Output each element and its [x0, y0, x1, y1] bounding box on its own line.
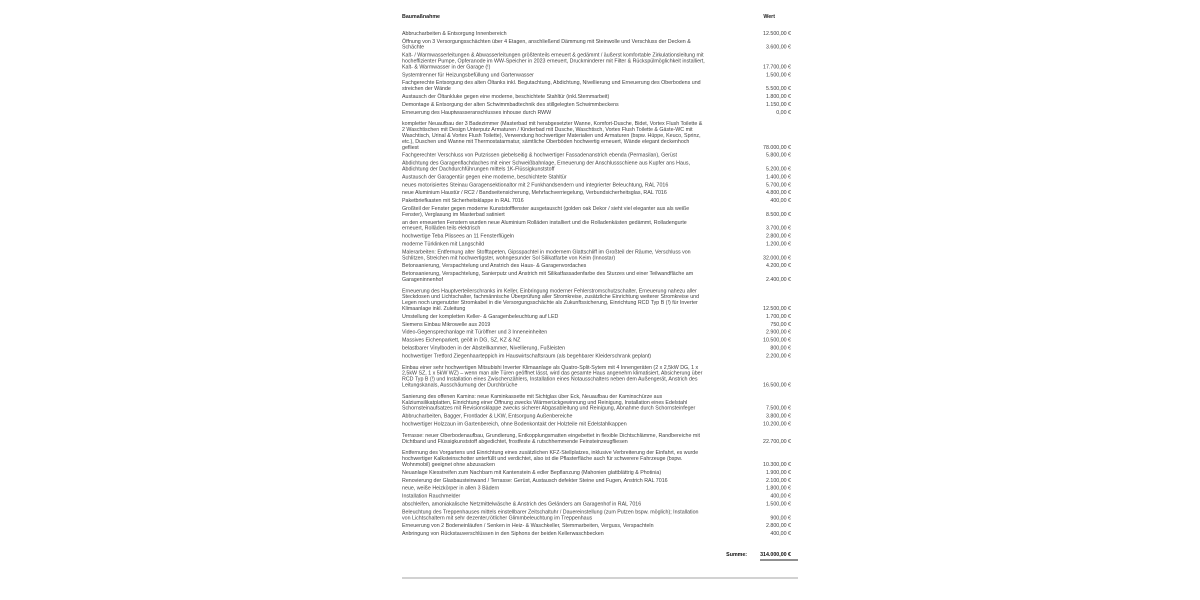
item-value: 12.500,00 € [763, 30, 791, 37]
item-value: 750,00 € [770, 321, 791, 328]
table-row [402, 486, 798, 492]
table-row [402, 314, 798, 320]
table-row [402, 110, 798, 116]
item-value: 400,00 € [770, 197, 791, 204]
item-description: Terrasse: neuer Oberbodenaufbau, Grundierung, Entkopplungsmatten eingebettet in flexible Dichtschlämme, Randbereiche mit Dichtband und Flüssigkunststoff abgedichtet, frostfeste & rutschhemmende Feinsteinzeugfliesen [402, 432, 700, 445]
item-value: 1.700,00 € [765, 313, 791, 320]
cost-table-document [402, 8, 798, 596]
item-value: 3.600,00 € [765, 44, 791, 51]
item-description: Siemens Einbau Mikrowelle aus 2019 [402, 321, 491, 328]
table-row [402, 153, 798, 159]
item-value: 400,00 € [770, 530, 791, 537]
table-row [402, 80, 798, 92]
table-row [402, 198, 798, 204]
item-description: Massives Eichenparkett, geölt in DG, SZ, KZ & NZ [402, 337, 521, 344]
item-value: 1.200,00 € [765, 240, 791, 247]
table-row [402, 509, 798, 521]
item-description: Erneuerung von 2 Bodeneinläufen / Senken in Heiz- & Waschkeller, Stemmarbeiten, Verguss, Verspachteln [402, 522, 654, 529]
item-description: an den erneuerten Fenstern wurden neue Aluminium Rolläden installiert und die Rolladenkästen gedämmt, Rolladengurte erneuert, Rolläden teils elektrisch [402, 219, 687, 232]
item-value: 2.800,00 € [765, 233, 791, 240]
item-description: Video-Gegensprechanlage mit Türöffner und 3 Inneneinheiten [402, 329, 548, 336]
item-description: Betonsanierung, Verspachtelung, Sanierputz und Anstrich mit Silikatfassadenfarbe des Sturzes und einer Teilwandfläche am Garageninnenhof [402, 270, 694, 283]
item-value: 4.200,00 € [765, 262, 791, 269]
item-value: 22.700,00 € [763, 438, 791, 445]
item-description: Beleuchtung des Treppenhauses mittels einstellbarer Zeitschaltuhr / Dauereinstellung (zum Putzen bspw. möglich); Installation von Lichtschaltern mit sehr dezenter,rötlicher Glimmbeleuchtung im Treppenhaus [402, 508, 699, 521]
item-description: hochwertige Teba Plissees an 11 Fensterflügeln [402, 233, 514, 240]
table-row [402, 338, 798, 344]
table-row [402, 182, 798, 188]
table-row [402, 502, 798, 508]
table-row [402, 470, 798, 476]
item-value: 8.500,00 € [765, 211, 791, 218]
item-value: 32.000,00 € [763, 254, 791, 261]
table-row [402, 523, 798, 529]
table-row [402, 271, 798, 283]
item-value: 0,00 € [776, 109, 791, 116]
table-row [402, 353, 798, 359]
table-row [402, 121, 798, 150]
item-value: 1.150,00 € [765, 101, 791, 108]
item-value: 1.900,00 € [765, 469, 791, 476]
item-description: Abdichtung des Garagenflachdaches mit einer Schweißbahnlage, Erneuerung der Anschlussschiene aus Kupfer ans Haus, Abdichtung der Dachdurchführungen mittels 1K-Flüssigkunststoff [402, 160, 690, 172]
item-description: Einbau einer sehr hochwertigen Mitsubishi Inverter Klimaanlage als Quatro-Split-Sytem mit 4 Innengeräten (2 x 2,5kW DG, 1 x 2,5kW SZ, 1 x 5kW WZ) – wenn man alle Türen geöffnet lässt, wird das gesamte Haus angenehm klimatisiert, Absicherung über RCD Typ B (!) und Installation eines Zwischenzählers, Installation eines Notausschalters neben dem Außengerät, Anstrich des Leitungskanals, Ausschäumung der Durchbrüche [402, 364, 703, 389]
total-row [402, 552, 798, 560]
item-description: kompletter Neuaufbau der 3 Badezimmer (Masterbad mit herabgesetzter Wanne, Komfort-Dusche, Bidet, Vortex Flush Toilette & 2 Waschtischen mit Design Unterputz Armaturen / Kinderbad mit Dusche, Waschtisch, Vortex Flush Toilette & Gäste-WC mit Waschtisch, Urinal & Vortex Flush Toilette), Verwendung hochwertiger Materialien und Armaturen (bspw. Hüppe, Keuco, Sprinz, etc.), Duschen und Wanne mit Thermostatarmatur, sämtliche Oberböden hochwertig erneuert, Wände elegant deckenhoch gefliest [402, 120, 703, 151]
column-header-value: Wert [763, 13, 775, 20]
item-value: 5.200,00 € [765, 165, 791, 172]
table-row [402, 234, 798, 240]
item-description: Sanierung des offenen Kamins: neue Kaminkassette mit Sichtglas über Eck, Neuaufbau der Kaminschürze aus Kalziumsilikatplatten, Einrichtung einer Öffnung zwecks Wärmerückgewinnung und Reinigung, Installation eines Edelstahl Schornsteinaufsatzes mit Revisionsklappe zwecks sicherer Abgasableitung und Reinigung, Abnahme durch Schornsteinfeger [402, 393, 696, 412]
table-row [402, 450, 798, 468]
item-value: 1.500,00 € [765, 71, 791, 78]
item-value: 800,00 € [770, 345, 791, 352]
table-row [402, 39, 798, 51]
item-value: 2.800,00 € [765, 522, 791, 529]
table-row [402, 206, 798, 218]
item-description: Demontage & Entsorgung der alten Schwimmbadtechnik des stillgelegten Schwimmbeckens [402, 101, 619, 108]
item-description: Großteil der Fenster gegen moderne Kunststofffenster ausgetauscht (golden oak Dekor / sieht viel eleganter aus als weiße Fenster), Verglasung im Masterbad satiniert [402, 205, 690, 218]
item-description: Öffnung von 3 Versorgungsschächten über 4 Etagen, anschließend Dämmung mit Steinwolle und Verschluss der Decken & Schächte [402, 38, 691, 51]
item-description: Austausch der Garagentür gegen eine moderne, beschichtete Stahltür [402, 173, 567, 180]
item-value: 2.400,00 € [765, 276, 791, 283]
table-row [402, 220, 798, 232]
table-row [402, 72, 798, 78]
item-value: 2.900,00 € [765, 329, 791, 336]
table-body [402, 31, 798, 537]
table-row [402, 190, 798, 196]
item-description: belastbarer Vinylboden in der Abstellkammer, Nivellierung, Fußleisten [402, 345, 566, 352]
table-row [402, 94, 798, 100]
item-value: 400,00 € [770, 493, 791, 500]
item-value: 10.300,00 € [763, 461, 791, 468]
table-row [402, 53, 798, 71]
table-row [402, 241, 798, 247]
item-description: abschleifen, amoniakalische Netzmittelwäsche & Anstrich des Geländers am Garagenhof in RAL 7016 [402, 501, 642, 507]
item-description: Malerarbeiten: Entfernung alter Stofftapeten, Gipsspachtel in modernem Glattschliff im Großteil der Räume, Verschluss von Schlitzen, Streichen mit hochwertigster, wohngesunder Sol Silikatfarbe von Keim (Innostar) [402, 248, 691, 261]
item-value: 3.700,00 € [765, 225, 791, 232]
item-description: Paketbriefkasten mit Sicherheitsklappe in RAL 7016 [402, 197, 524, 204]
item-value: 5.500,00 € [765, 85, 791, 92]
item-description: Systemtrenner für Heizungsbefüllung und Gartenwasser [402, 71, 534, 78]
table-row [402, 161, 798, 173]
column-header-measure: Baumaßnahme [402, 13, 440, 20]
item-description: neue, weiße Heizkörper in allen 3 Bädern [402, 485, 500, 492]
table-row [402, 494, 798, 500]
item-value: 1.500,00 € [765, 501, 791, 507]
item-description: neues motorisiertes Steinau Garagensektionaltor mit 2 Funkhandsendern und integrierter Beleuchtung, RAL 7016 [402, 181, 669, 188]
item-description: Neuanlage Kiesstreifen zum Nachbarn mit Kantenstein & edler Bepflanzung (Mahonien glattblättrig & Photinia) [402, 469, 662, 476]
item-value: 2.100,00 € [765, 477, 791, 484]
table-row [402, 346, 798, 352]
item-value: 10.500,00 € [763, 337, 791, 344]
total-value: 314.000,00 € [760, 552, 798, 560]
table-row [402, 174, 798, 180]
item-description: Kalt- / Warmwasserleitungen & Abwasserleitungen größtenteils erneuert & gedämmt / äußerst komfortable Zirkulationsleitung mit hocheffizienter Pumpe, Opferanode im WW-Speicher in 2023 erneuert, Druckminderer mit Filter & Rückspülmöglichkeit installiert, Kalt- & Warmwasser in der Garage (!) [402, 52, 705, 70]
item-description: Austausch der Öltankluke gegen eine moderne, beschichtete Stahltür (inkl.Stemmarbeit) [402, 93, 610, 100]
table-row [402, 263, 798, 269]
item-value: 10.200,00 € [763, 421, 791, 428]
table-row [402, 365, 798, 389]
item-value: 1.400,00 € [765, 173, 791, 180]
item-value: 17.700,00 € [763, 63, 791, 70]
item-value: 4.800,00 € [765, 189, 791, 196]
item-value: 7.500,00 € [765, 405, 791, 412]
item-value: 78.000,00 € [763, 144, 791, 151]
item-description: Erneuerung des Hauptwasseranschlusses inhouse durch RWW [402, 109, 552, 116]
table-row [402, 414, 798, 420]
item-description: Fachgerechter Verschluss von Putzrissen giebelseitig & hochwertiger Fassadenanstrich ebenda (Permasilan), Gerüst [402, 152, 677, 159]
item-value: 1.800,00 € [765, 485, 791, 492]
item-value: 2.200,00 € [765, 352, 791, 359]
table-row [402, 249, 798, 261]
item-description: Installation Rauchmelder [402, 493, 461, 500]
item-value: 16.500,00 € [763, 382, 791, 389]
item-description: neue Aluminium Haustür / RC2 / Bandseitensicherung, Mehrfachverriegelung, Verbundsicherheitsglas, RAL 7016 [402, 189, 667, 196]
table-row [402, 531, 798, 537]
table-row [402, 422, 798, 428]
item-description: hochwertiger Tretford Ziegenhaarteppich im Hauswirtschaftsraum (als begehbarer Kleiderschrank geplant) [402, 352, 652, 359]
table-row [402, 322, 798, 328]
item-description: Renovierung der Glasbausteinwand / Terrasse: Gerüst, Austausch defekter Steine und Fugen, Anstrich RAL 7016 [402, 477, 668, 484]
item-description: Erneuerung des Hauptverteilerschranks im Keller, Einbringung moderner Fehlerstromschutzschalter, Erneuerung nahezu aller Steckdosen und Lichtschalter, fachmännische Überprüfung aller Stromkreise, zusätzliche Einrichtung weiterer Stromkreise und Legen noch ungenutzter Stromkabel in die Versorgungsschächte als Zukunftssicherung, Einrichtung RCD Typ B (!) für Inverter Klimaanlage inkl. Zuleitung [402, 287, 700, 312]
item-description: Anbringung von Rückstauverschlüssen in den Siphons der beiden Kellerwaschbecken [402, 530, 604, 537]
total-label: Summe: [726, 551, 748, 558]
item-description: Betonsanierung, Verspachtelung und Anstrich des Haus- & Garagenvordaches [402, 262, 587, 269]
item-value: 12.500,00 € [763, 305, 791, 312]
table-row [402, 433, 798, 445]
item-description: Entfernung des Vorgartens und Einrichtung eines zusätzlichen KFZ-Stellplatzes, inklusive Verbreiterung der Einfahrt, es wurde hochwertiger Kalksteinschotter unterfüllt und verdichtet, also ist die Pflasterfläche auch für schwerere Fahrzeuge (bspw. Wohnmobil) geeignet ohne abzusacken [402, 449, 699, 468]
table-row [402, 394, 798, 412]
item-value: 3.800,00 € [765, 413, 791, 420]
item-value: 900,00 € [770, 514, 791, 521]
item-value: 5.800,00 € [765, 152, 791, 159]
table-row [402, 102, 798, 108]
table-row [402, 288, 798, 312]
table-row [402, 330, 798, 336]
item-description: moderne Türklinken mit Langschild [402, 240, 485, 247]
item-description: Fachgerechte Entsorgung des alten Öltanks inkl. Begutachtung, Abdichtung, Nivellierung und Erneuerung des Oberbodens und streichen der Wände [402, 79, 701, 92]
table-header [402, 14, 798, 20]
item-description: Umstellung der kompletten Keller- & Garagenbeleuchtung auf LED [402, 313, 559, 320]
item-value: 1.800,00 € [765, 93, 791, 100]
item-value: 5.700,00 € [765, 181, 791, 188]
item-description: Abbrucharbeiten, Bagger, Frontlader & LKW, Entsorgung Außenbereiche [402, 413, 573, 420]
table-row [402, 31, 798, 37]
item-description: hochwertiger Holzzaun im Gartenbereich, ohne Bodenkontakt der Holzteile mit Edelstahlkappen [402, 421, 627, 428]
bottom-divider [402, 577, 798, 578]
table-row [402, 478, 798, 484]
item-description: Abbrucharbeiten & Entsorgung Innenbereich [402, 30, 507, 37]
